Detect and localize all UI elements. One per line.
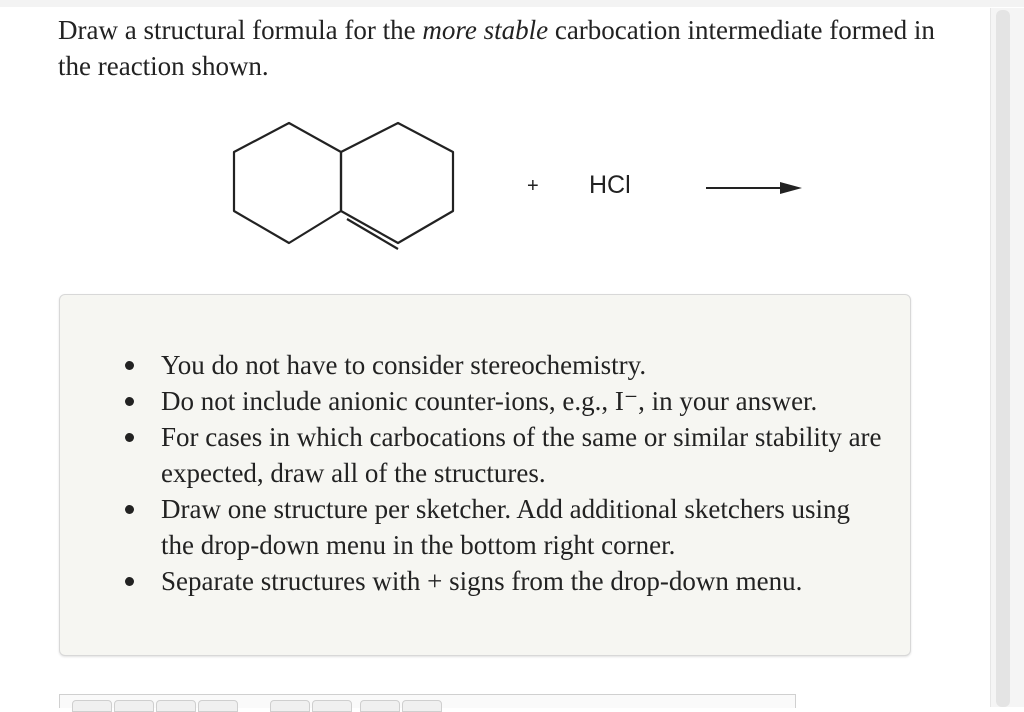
instruction-item bbox=[125, 383, 885, 419]
instructions-list bbox=[125, 347, 885, 599]
question-suffix: carbocation intermediate formed in the reaction shown. bbox=[58, 15, 935, 81]
sketcher-tool-button[interactable] bbox=[402, 700, 442, 712]
sketcher-tool-button[interactable] bbox=[360, 700, 400, 712]
top-border bbox=[0, 0, 1024, 7]
bullet-icon bbox=[125, 433, 134, 442]
instruction-item bbox=[125, 347, 885, 383]
bullet-icon bbox=[125, 505, 134, 514]
sketcher-tool-button[interactable] bbox=[198, 700, 238, 712]
instruction-text: Draw one structure per sketcher. Add additional sketchers using the drop-down menu in the bottom right corner. bbox=[161, 494, 851, 560]
reaction-scheme bbox=[0, 110, 990, 270]
instruction-text: For cases in which carbocations of the same or similar stability are expected, draw all of the structures. bbox=[161, 422, 882, 488]
bullet-icon bbox=[125, 361, 134, 370]
bullet-icon bbox=[125, 397, 134, 406]
scrollbar-thumb[interactable] bbox=[996, 10, 1010, 707]
instruction-item bbox=[125, 491, 885, 563]
sketcher-tool-button[interactable] bbox=[270, 700, 310, 712]
instruction-item bbox=[125, 419, 885, 491]
sketcher-tool-button[interactable] bbox=[72, 700, 112, 712]
plus-sign: + bbox=[527, 175, 539, 197]
sketcher-toolbar bbox=[59, 694, 796, 708]
sketcher-tool-button[interactable] bbox=[312, 700, 352, 712]
instruction-text: Do not include anionic counter-ions, e.g., I⁻, in your answer. bbox=[161, 386, 818, 416]
instruction-item bbox=[125, 563, 885, 599]
instruction-text: You do not have to consider stereochemistry. bbox=[161, 350, 647, 380]
sketcher-tool-button[interactable] bbox=[156, 700, 196, 712]
reagent-label: HCl bbox=[589, 171, 631, 199]
instruction-text: Separate structures with + signs from the drop-down menu. bbox=[161, 566, 803, 596]
bullet-icon bbox=[125, 577, 134, 586]
question-text bbox=[58, 12, 958, 84]
instructions-box bbox=[59, 294, 911, 656]
sketcher-tool-button[interactable] bbox=[114, 700, 154, 712]
question-emphasis: more stable bbox=[422, 15, 549, 45]
question-prefix: Draw a structural formula for the bbox=[58, 15, 423, 45]
